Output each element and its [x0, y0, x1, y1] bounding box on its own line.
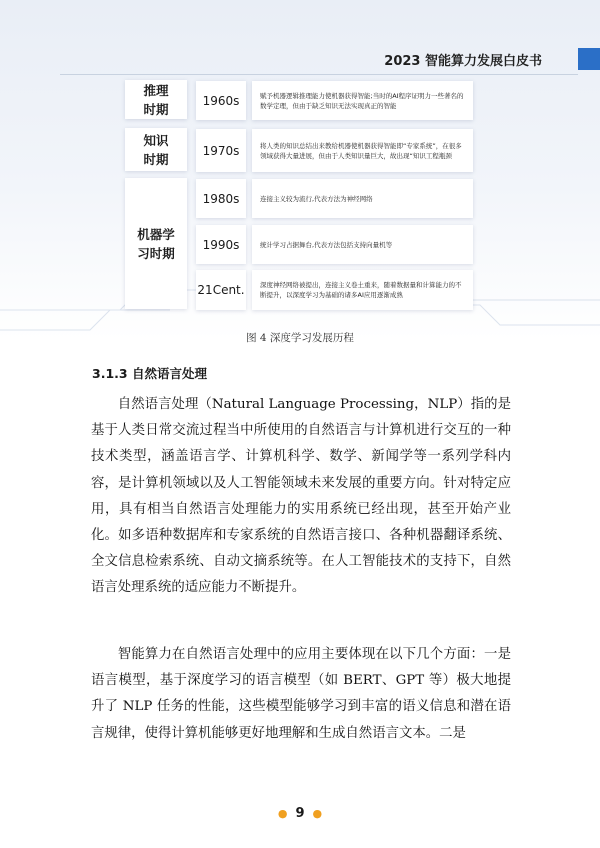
header-accent-block: [578, 48, 600, 70]
year-1990s: 1990s: [196, 225, 246, 264]
page-header-title: 2023 智能算力发展白皮书: [384, 54, 542, 69]
page-number: 9: [295, 806, 305, 821]
desc-1980s: 连接主义较为流行,代表方法为神经网络: [252, 179, 473, 218]
paragraph-2: 智能算力在自然语言处理中的应用主要体现在以下几个方面：一是语言模型，基于深度学习的语言模型（如 BERT、GPT 等）极大地提升了 NLP 任务的性能，这些模型能够学习到丰富的语义信息和潜在语言规律，使得计算机能够更好地理解和生成自然语言文本。二是: [91, 647, 511, 741]
year-21cent: 21Cent.: [196, 270, 246, 310]
footer-dot-right-icon: ●: [312, 807, 323, 820]
era-knowledge: 知识 时期: [125, 128, 187, 171]
year-1970s: 1970s: [196, 129, 246, 172]
desc-1960s: 赋予机器逻辑推理能力使机器获得智能;当时的AI程序证明力一些著名的数学定理，但由于缺乏知识无法实现真正的智能: [252, 81, 473, 120]
desc-1990s: 统计学习占据舞台,代表方法包括支持向量机等: [252, 225, 473, 264]
era-reasoning: 推理 时期: [125, 80, 187, 119]
era-machine-learning: 机器学 习时期: [125, 178, 187, 309]
figure-caption: 图 4 深度学习发展历程: [246, 332, 354, 344]
desc-1970s: 将人类的知识总结出来教给机器使机器获得智能即“专家系统”，在很多领域获得大量进展，但由于人类知识量巨大，故出现“知识工程瓶颈: [252, 129, 473, 172]
year-1960s: 1960s: [196, 81, 246, 120]
year-1980s: 1980s: [196, 179, 246, 218]
page-footer: [0, 806, 600, 821]
paragraph-1: 自然语言处理（Natural Language Processing，NLP）指的是基于人类日常交流过程当中所使用的自然语言与计算机进行交互的一种技术类型，涵盖语言学、计算机科学、数学、新闻学等一系列学科内容，是计算机领域以及人工智能领域未来发展的重要方向。针对特定应用，具有相当自然语言处理能力的实用系统已经出现，甚至开始产业化。如多语种数据库和专家系统的自然语言接口、各种机器翻译系统、全文信息检索系统、自动文摘系统等。在人工智能技术的支持下，自然语言处理系统的适应能力不断提升。: [91, 397, 511, 596]
desc-21cent: 深度神经网络被提出，连接主义卷土重来，随着数据量和计算能力的不断提升，以深度学习为基础的诸多AI应用逐渐成熟: [252, 270, 473, 310]
footer-dot-left-icon: ●: [277, 807, 288, 820]
section-heading: 3.1.3 自然语言处理: [92, 366, 207, 381]
header-divider: [60, 74, 578, 75]
